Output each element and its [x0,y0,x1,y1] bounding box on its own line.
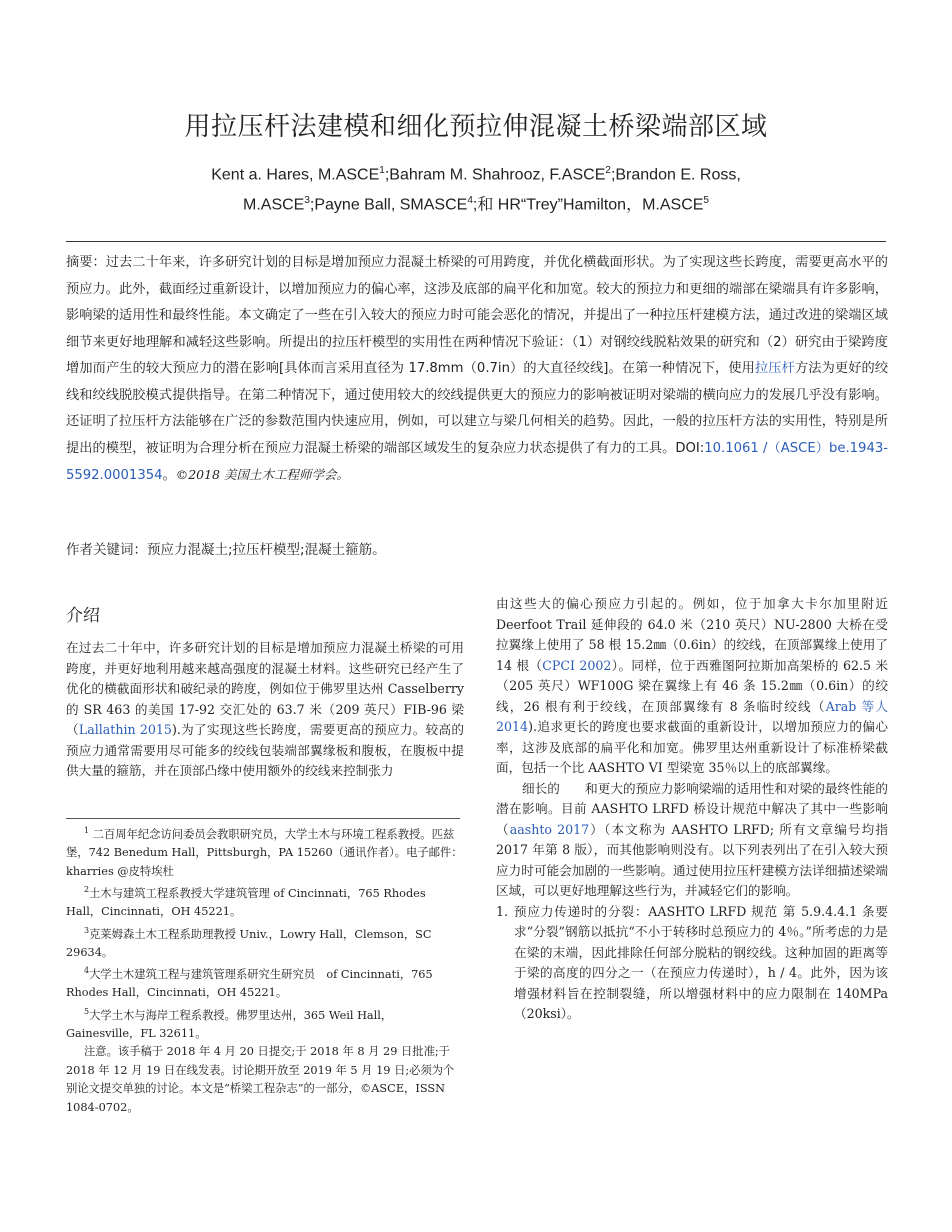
intro-text: ）。同样，位于西雅图阿拉斯加高架桥的 62.5 米（205 英尺）WF100G 梁在翼缘上有 46 条 15.2㎜（0.6in）的绞线，26 根有利于绞线，在顶部翼缘有 8 条临时绞线（ [496,657,888,714]
intro-text: 由这些大的偏心预应力引起的。例如，位于加拿大卡尔加里附近 Deerfoot Trail 延伸段的 64.0 米（210 英尺）NU-2800 大桥在受拉翼缘上使用了 58 根 15.2㎜（0.6in）的绞线，在顶部翼缘上使用了 14 根（ [496,596,888,673]
author-4-affil: 4 [467,195,473,207]
footnote-1 [66,822,464,881]
abstract-body: 摘要：过去二十年来，许多研究计划的目标是增加预应力混凝土桥梁的可用跨度，并优化横截面形状。为了实现这些长跨度，需要更高水平的预应力。此外，截面经过重新设计，以增加预应力的偏心率，这涉及底部的扁平化和加宽。较大的预拉力和更细的端部在梁端具有许多影响，影响梁的适用性和最终性能。本文确定了一些在引入较大的预应力时可能会恶化的情况，并提出了一种拉压杆建模方法，通过改进的梁端区域细节来更好地理解和减轻这些影响。所提出的拉压杆模型的实用性在两种情况下验证：（1）对钢绞线脱粘效果的研究和（2）研究由于梁跨度增加而产生的较大预应力的潜在影响[具体而言采用直径为 17.8mm（0.7in）的大直径绞线]。在第一种情况下，使用 [66,255,888,376]
footnote-5-text: 大学土木与海岸工程系教授。佛罗里达州，365 Weil Hall，Gainesville，FL 32611。 [66,1008,393,1040]
section-heading-intro: 介绍 [66,606,100,626]
abstract-body-cont: 方法为更好的绞线和绞线脱胶模式提供指导。在第二种情况下，通过使用较大的绞线提供更大的预应力的影响被证明对梁端的横向应力的发展几乎没有影响。还证明了拉压杆方法能够在广泛的参数范围内快速应用，例如，可以建立与梁几何相关的趋势。因此，一般的拉压杆方法的实用性，特别是所提出的模型，被证明为合理分析在预应力混凝土桥梁的端部区域发生的复杂应力状态提供了有力的工具。 [66,361,889,456]
abstract-top-rule [66,241,886,242]
intro-text: ）（本文称为 AASHTO LRFD; 所有文章编号均指 2017 年第 8 版），而其他影响则没有。以下列表列出了在引入较大预应力时可能会加剧的一些影响。通过使用拉压杆建模方法详细描述梁端区域，可以更好地理解这些行为，并减轻它们的影响。 [496,821,888,898]
author-2: ;Bahram M. Shahrooz, F.ASCE [384,166,606,184]
list-item [496,902,888,1025]
footnote-5 [66,1003,464,1044]
author-3-degree: M.ASCE [243,196,305,214]
footnote-2 [66,881,464,922]
effects-list [496,902,888,1025]
footnote-3-text: 克莱姆森土木工程系助理教授 Univ.，Lowry Hall，Clemson，SC 29634。 [66,927,432,959]
author-3-affil: 3 [304,195,310,207]
author-1-affil: 1 [379,165,385,176]
copyright: ©2018 美国土木工程师学会。 [175,467,349,482]
footnote-4-text: 大学土木建筑工程与建筑管理系研究生研究员 of Cincinnati，765 Rhodes Hall，Cincinnati，OH 45221。 [66,967,433,1000]
doi-label: DOI: [675,440,705,456]
author-3: ;Brandon E. Ross, [610,166,741,184]
footnote-1-text: 二百周年纪念访问委员会教职研究员，大学土木与环境工程系教授。匹兹堡，742 Benedum Hall，Pittsburgh，PA 15260（通讯作者）。电子邮件：kharries @皮特埃杜 [66,827,463,878]
intro-paragraph-2 [496,779,888,902]
right-column [496,594,888,1025]
author-5-affil: 5 [703,195,709,207]
intro-text: 细长的 和更大的预应力影响梁端的适用性和对梁的最终性能的潜在影响。目前 AASHTO LRFD 桥设计规范中解决了其中一些影响（ [496,780,888,837]
author-5: ;和 HR“Trey”Hamilton，M.ASCE [472,196,704,214]
author-1: Kent a. Hares, M.ASCE [211,166,380,184]
intro-text: ).为了实现这些长跨度，需要更高的预应力。较高的预应力通常需要用尽可能多的绞线包装端部翼缘板和腹板，在腹板中提供大量的箍筋，并在顶部凸缘中使用额外的绞线来控制张力 [66,722,464,778]
footnote-4 [66,962,464,1003]
footnote-5-mark: 5 [84,1006,90,1016]
footnote-3-mark: 3 [84,925,90,935]
citation-cpci[interactable]: CPCI 2002 [542,657,612,673]
footnote-1-mark: 1 [84,826,90,835]
paper-title: 用拉压杆法建模和细化预拉伸混凝土桥梁端部区域 [184,112,768,142]
author-2-affil: 2 [605,165,611,176]
citation-lallathin[interactable]: Lallathin 2015 [78,722,172,737]
footnote-3 [66,922,464,963]
abstract-highlight: 拉压杆 [754,361,795,376]
left-column [66,638,464,782]
doi-link[interactable]: 10.1061 /（ASCE）be.1943-5592.0001354 [66,440,888,483]
intro-paragraph-1-cont [496,594,888,779]
footnote-rule [66,818,460,819]
list-item-number: 1. [496,903,509,919]
submission-note: 注意。该手稿于 2018 年 4 月 20 日提交;于 2018 年 8 月 29 日批准;于 2018 年 12 月 19 日在线发表。讨论期开放至 2019 年 5 月 19 日;必须为个别论文提交单独的讨论。本文是“桥梁工程杂志”的一部分，©ASCE，ISSN 1084-0702。 [66,1045,455,1114]
author-4: ;Payne Ball, SMASCE [309,196,468,214]
footnotes [66,822,464,1117]
citation-arab[interactable]: Arab 等人 2014 [496,698,888,734]
intro-text: 在过去二十年中，许多研究计划的目标是增加预应力混凝土桥梁的可用跨度，并更好地利用越来越高强度的混凝土材料。这些研究已经产生了优化的横截面形状和破纪录的跨度，例如位于佛罗里达州 Casselberry 的 SR 463 的美国 17-92 交汇处的 63.7 米（209 英尺）FIB-96 梁（ [66,640,464,737]
author-keywords: 作者关键词：预应力混凝土;拉压杆模型;混凝土箍筋。 [66,542,386,558]
intro-text: ).追求更长的跨度也要求截面的重新设计，以增加预应力的偏心率，这涉及底部的扁平化和加宽。佛罗里达州重新设计了标准桥梁截面，包括一个比 AASHTO VI 型梁宽 35％以上的底部翼缘。 [496,719,888,775]
doi-period: 。 [162,468,176,483]
intro-paragraph-1 [66,638,464,782]
footnote-2-mark: 2 [84,884,90,894]
abstract [66,250,888,490]
citation-aashto[interactable]: aashto 2017 [509,821,590,837]
footnote-4-mark: 4 [84,966,90,976]
footnote-2-text: 土木与建筑工程系教授大学建筑管理 of Cincinnati，765 Rhodes Hall，Cincinnati，OH 45221。 [66,886,426,919]
author-list [120,158,832,219]
list-item-text: 预应力传递时的分裂：AASHTO LRFD 规范 第 5.9.4.4.1 条要求“分裂”钢筋以抵抗“不小于转移时总预应力的 4％。”所考虑的力是在梁的末端，因此排除任何部分脱粘的钢绞线。这种加固的距离等于梁的高度的四分之一（在预应力传递时），h / 4。此外，因为该增强材料旨在控制裂缝，所以增强材料中的应力限制在 140MPa（20ksi）。 [514,903,888,1021]
